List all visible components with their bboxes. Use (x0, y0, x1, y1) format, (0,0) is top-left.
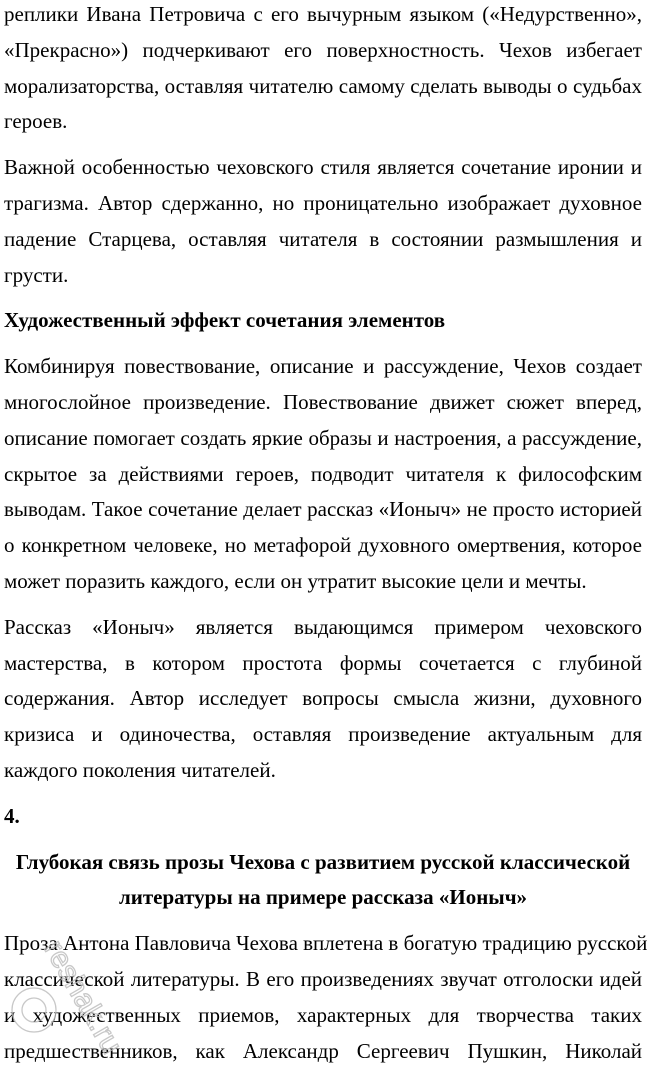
section-heading (4, 845, 642, 917)
text-line: выводам. Такое сочетание делает рассказ «Ионыч» не просто историей (4, 497, 642, 522)
section-heading (4, 303, 642, 339)
text-line: кризиса и одиночества, оставляя произведение актуальным для (4, 722, 642, 747)
text-line: многослойное произведение. Повествование движет сюжет вперед, (4, 389, 642, 414)
text-line: и художественных приемов, характерных для творчества таких (4, 1002, 642, 1027)
text-line: 4. (4, 803, 20, 828)
text-line: Важной особенностью чеховского стиля является сочетание иронии и (4, 155, 642, 180)
svg-text:reshak.ru: reshak.ru (37, 934, 129, 1060)
text-line: Глубокая связь прозы Чехова с развитием русской классической (15, 849, 631, 874)
text-line: «Прекрасно») подчеркивают его поверхностность. Чехов избегает (4, 37, 642, 62)
text-line: классической литературы. В его произведениях звучат отголоски идей (4, 966, 642, 991)
paragraph (4, 150, 642, 293)
text-line: содержания. Автор исследует вопросы смысла жизни, духовного (4, 686, 642, 711)
text-line: Рассказ «Ионыч» является выдающимся примером чеховского (4, 614, 642, 639)
text-line: предшественников, как Александр Сергеевич Пушкин, Николай (4, 1038, 642, 1063)
text-line: реплики Ивана Петровича с его вычурным языком («Недурственно», (4, 2, 642, 26)
text-line: мастерства, в котором простота формы сочетается с глубиной (4, 650, 642, 675)
text-line: литературы на примере рассказа «Ионыч» (118, 885, 528, 910)
text-line: Художественный эффект сочетания элементов (4, 308, 446, 333)
text-line: морализаторства, оставляя читателю самому сделать выводы о судьбах (4, 73, 642, 98)
document-body (4, 0, 647, 1079)
paragraph (4, 926, 647, 1069)
text-line: описание помогает создать яркие образы и настроения, а рассуждение, (4, 425, 642, 450)
paragraph (4, 349, 642, 600)
text-line: трагизма. Автор сдержанно, но проницательно изображает духовное (4, 190, 642, 215)
text-line: падение Старцева, оставляя читателя в состоянии размышления и (4, 226, 642, 251)
section-heading (4, 799, 642, 835)
text-line: о конкретном человеке, но метафорой духовного омертвения, которое (4, 533, 642, 558)
text-line: каждого поколения читателей. (4, 757, 276, 782)
text-line: героев. (4, 109, 68, 134)
text-line: может поразить каждого, если он утратит высокие цели и мечты. (4, 568, 587, 593)
paragraph (4, 0, 642, 140)
text-line: грусти. (4, 262, 69, 287)
text-line: скрытое за действиями героев, подводит читателя к философским (4, 461, 642, 486)
text-line: Комбинируя повествование, описание и рассуждение, Чехов создает (4, 354, 642, 379)
paragraph (4, 610, 642, 789)
text-line: Проза Антона Павловича Чехова вплетена в богатую традицию русской (4, 931, 647, 956)
